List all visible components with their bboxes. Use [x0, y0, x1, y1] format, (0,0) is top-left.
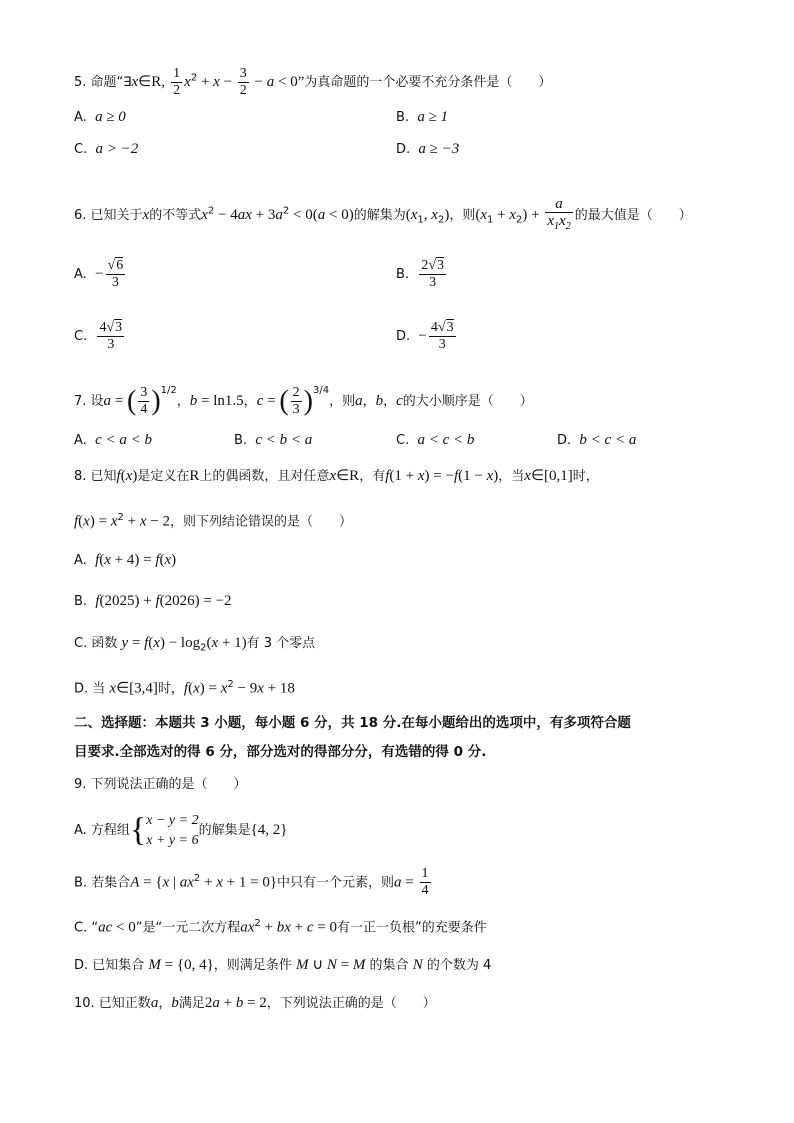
q5-option-b: B. a ≥ 1 — [396, 109, 449, 125]
q9-option-c: C. “ac < 0”是“一元二次方程$ax^2$ + bx + c = 0有一正一负根”的充要条件 — [74, 918, 487, 936]
q5-stem: 5. 命题“∃x∈R, $\frac{1}{2}$ $x^2 + x$ − $\frac{3}{2}$ − a < 0”为真命题的一个必要不充分条件是（ ） — [74, 66, 552, 98]
q8-stem-line1: 8. 已知f(x)是定义在R上的偶函数，且对任意x∈R，有f(1 + x) = −f(1 − x)，当x∈[0,1]时， — [74, 468, 599, 484]
q8-option-c: C. 函数 $y = f(x) - \log_2(x + 1)$有 3 个零点 — [74, 635, 316, 654]
q7-option-a: A. c < a < b — [74, 432, 152, 448]
q6-option-c: C. $\frac{4√3}{3}$ — [74, 320, 123, 352]
q7-stem: 7. 设a = ( $\frac{3}{4}$ )$^{1/2}$，b = ln1.5，c = ( $\frac{2}{3}$ )$^{3/4}$，则a，b，c的大小顺序是（ ） — [74, 385, 533, 417]
q9-option-a: A. 方程组{ x − y = 2 x + y = 6 的解集是{4, 2} — [74, 811, 288, 849]
q9-stem: 9. 下列说法正确的是（ ） — [74, 777, 247, 792]
q8-option-d: D. 当 x∈[3,4]时，$f(x) = x^2 - 9x + 18$ — [74, 679, 295, 697]
q8-stem-line2: $f(x) = x^2 + x - 2$，则下列结论错误的是（ ） — [74, 512, 352, 530]
q6-option-a: A. − $\frac{√6}{3}$ — [74, 258, 124, 290]
q10-stem: 10. 已知正数a，b满足2a + b = 2，下列说法正确的是（ ） — [74, 995, 436, 1011]
section2-heading-line2: 目要求.全部选对的得 6 分，部分选对的得部分分，有选错的得 0 分. — [74, 744, 487, 760]
q8-option-b: B. f(2025) + f(2026) = −2 — [74, 593, 232, 609]
q7-option-c: C. a < c < b — [396, 432, 475, 448]
q5-option-d: D. a ≥ −3 — [396, 141, 460, 157]
q8-option-a: A. f(x + 4) = f(x) — [74, 552, 177, 568]
q6-option-d: D. − $\frac{4√3}{3}$ — [396, 320, 454, 352]
q6-option-b: B. $\frac{2√3}{3}$ — [396, 258, 445, 290]
q7-option-b: B. c < b < a — [234, 432, 313, 448]
q9-option-d: D. 已知集合 M = {0, 4}，则满足条件 M ∪ N = M 的集合 N 的个数为 4 — [74, 957, 492, 973]
q5-option-c: C. a > −2 — [74, 141, 139, 157]
q9-option-b: B. 若集合A = {x | $ax^2 + x + 1 = 0$}中只有一个元素，则a = $\frac{1}{4}$ — [74, 866, 429, 899]
q6-stem: 6. 已知关于x的不等式$x^2 - 4ax + 3a^2 < 0(a < 0)$的解集为($x_1$, $x_2$)，则$(x_1 + x_2)$ + $\frac{a}{x_1x_2}$ 的最大值是（ ） — [74, 196, 692, 232]
q7-option-d: D. b < c < a — [557, 432, 637, 448]
q5-option-a: A. a ≥ 0 — [74, 109, 126, 125]
section2-heading-line1: 二、选择题：本题共 3 小题，每小题 6 分，共 18 分.在每小题给出的选项中，有多项符合题 — [74, 715, 631, 731]
